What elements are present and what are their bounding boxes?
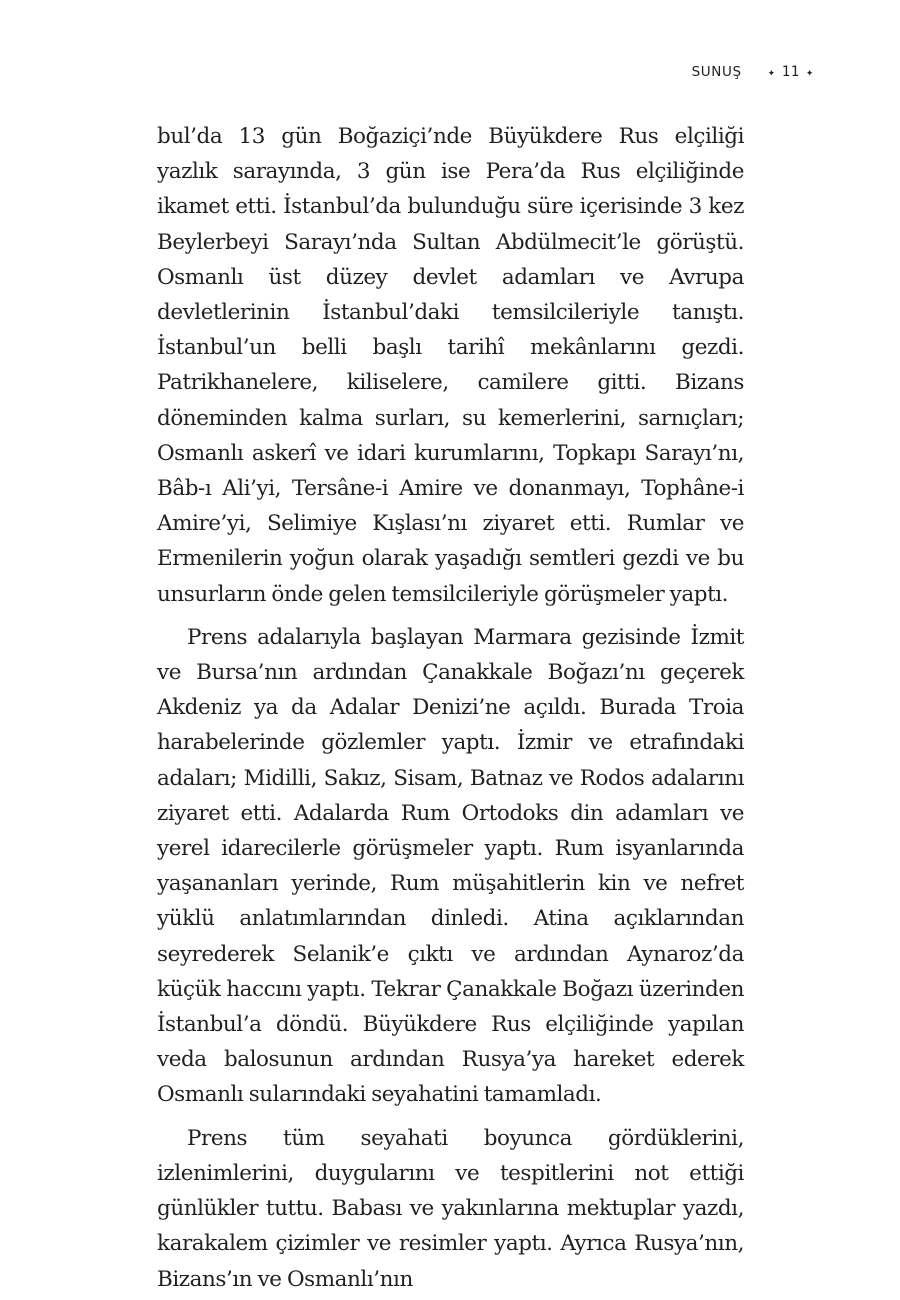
paragraph-2: Prens adalarıyla başlayan Marmara gezisinde İzmit ve Bursa’nın ardından Çanakkale Boğazı’nı geçerek Akdeniz ya da Adalar Denizi’ne açıldı. Burada Troia harabelerinde gözlemler yaptı. İzmir ve etrafındaki adaları; Midilli, Sakız, Sisam, Batnaz ve Rodos adalarını ziyaret etti. Adalarda Rum Ortodoks din adamları ve yerel idarecilerle görüşmeler yaptı. Rum isyanlarında yaşananları yerinde, Rum müşahitlerin kin ve nefret yüklü anlatımlarından dinledi. Atina açıklarından seyrederek Selanik’e çıktı ve ardından Aynaroz’da küçük haccını yaptı. Tekrar Çanakkale Boğazı üzerinden İstanbul’a döndü. Büyükdere Rus elçiliğinde yapılan veda balosunun ardından Rusya’ya hareket ederek Osmanlı sularındaki seyahatini tamamladı. — [157, 624, 744, 1108]
running-header — [692, 64, 814, 80]
ornament-left-icon: ✦ — [767, 69, 776, 79]
ornament-right-icon: ✦ — [805, 69, 814, 79]
section-title: SUNUŞ — [691, 64, 742, 80]
body-text — [157, 119, 744, 1297]
paragraph-3: Prens tüm seyahati boyunca gördüklerini, izlenimlerini, duygularını ve tespitlerini not ettiği günlükler tuttu. Babası ve yakınlarına mektuplar yazdı, karakalem çizimler ve resimler yaptı. Ayrıca Rusya’nın, Bizans’ın ve Osmanlı’nın — [157, 1125, 744, 1292]
paragraph-1: bul’da 13 gün Boğaziçi’nde Büyükdere Rus elçiliği yazlık sarayında, 3 gün ise Pera’da Rus elçiliğinde ikamet etti. İstanbul’da bulunduğu süre içerisinde 3 kez Beylerbeyi Sarayı’nda Sultan Abdülmecit’le görüştü. Osmanlı üst düzey devlet adamları ve Avrupa devletlerinin İstanbul’daki temsilcileriyle tanıştı. İstanbul’un belli başlı tarihî mekânlarını gezdi. Patrikhanelere, kiliselere, camilere gitti. Bizans döneminden kalma surları, su kemerlerini, sarnıçları; Osmanlı askerî ve idari kurumlarını, Topkapı Sarayı’nı, Bâb-ı Ali’yi, Tersâne-i Amire ve donanmayı, Tophâne-i Amire’yi, Selimiye Kışlası’nı ziyaret etti. Rumlar ve Ermenilerin yoğun olarak yaşadığı semtleri gezdi ve bu unsurların önde gelen temsilcileriyle görüşmeler yaptı. — [157, 124, 744, 607]
page-number: 11 — [781, 64, 800, 80]
